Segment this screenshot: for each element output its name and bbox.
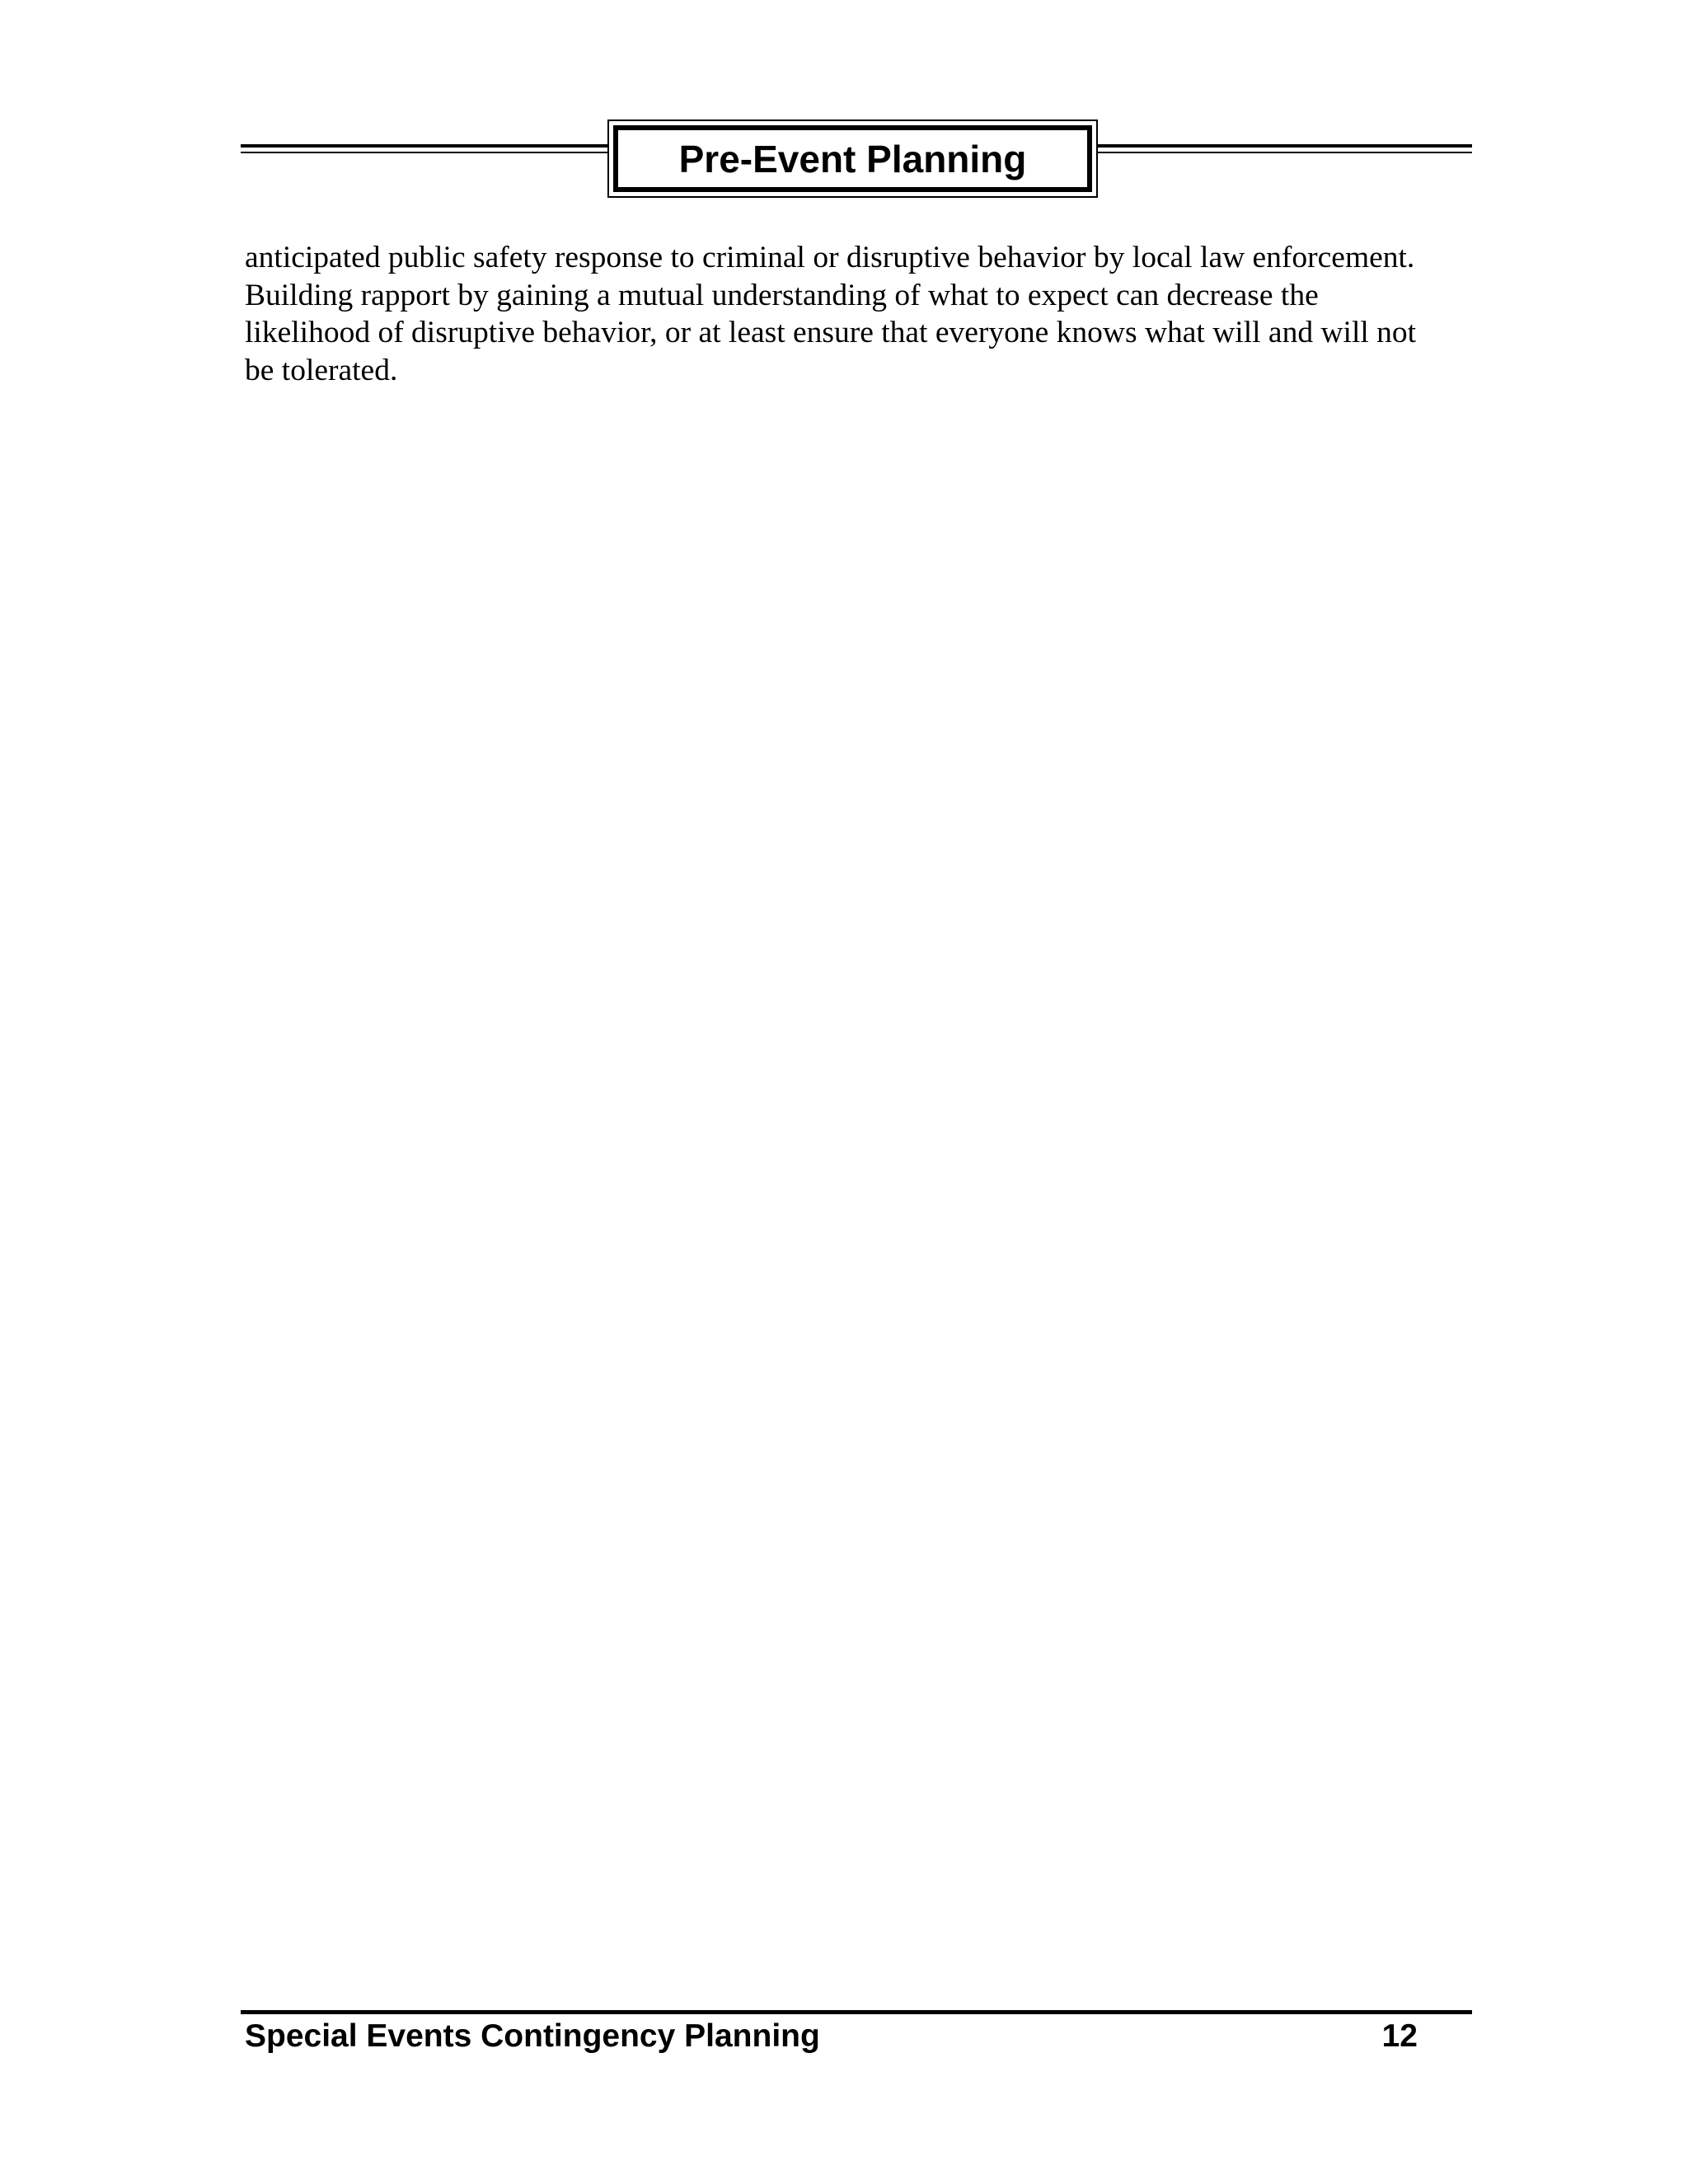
header-title-box [607,120,1098,198]
header-rule-right [1098,144,1472,153]
body-paragraph: anticipated public safety response to criminal or disruptive behavior by local law enforcement. Building rapport by gaining a mutual understanding of what to expect can decrease the likelihood of disruptive behavior, or at least ensure that everyone knows what will and will not be tolerated. [245,241,1417,387]
page-number: 12 [1381,2018,1418,2054]
header-title-box-inner [613,125,1092,192]
footer-rule [241,2010,1472,2014]
footer-document-title: Special Events Contingency Planning [245,2018,820,2054]
header-rule-left [241,144,607,153]
page-header [241,120,1472,198]
section-title: Pre-Event Planning [678,137,1027,180]
